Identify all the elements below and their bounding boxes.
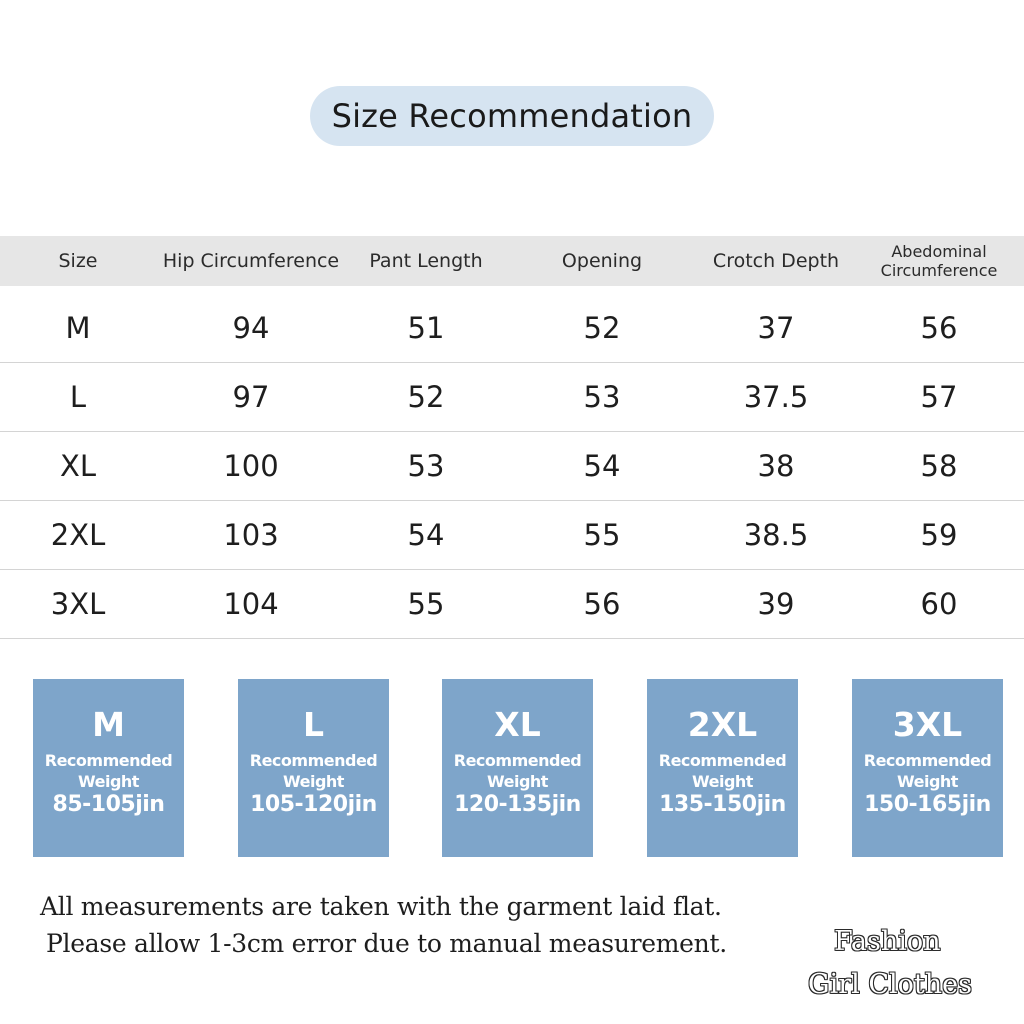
- card-weight: 135-150jin: [659, 792, 786, 817]
- brand-line-1: Fashion: [834, 926, 941, 957]
- card-size: XL: [494, 705, 541, 744]
- card-weight: 120-135jin: [454, 792, 581, 817]
- cell-crotch-depth: 39: [757, 587, 795, 621]
- header-opening: Opening: [561, 250, 643, 272]
- header-size: Size: [58, 250, 98, 272]
- card-size: 3XL: [892, 705, 963, 744]
- header-abdominal-line1: Abedominal: [891, 242, 987, 261]
- table-row: [0, 570, 1024, 639]
- cell-abdominal: 59: [920, 518, 958, 552]
- card-label: [647, 750, 798, 792]
- cell-pant-length: 52: [407, 380, 445, 414]
- weight-card: [33, 679, 184, 857]
- cell-size: 3XL: [50, 587, 106, 621]
- card-label-line2: Weight: [487, 772, 548, 791]
- cell-size: L: [69, 380, 87, 414]
- weight-card: [852, 679, 1003, 857]
- cell-crotch-depth: 38: [757, 449, 795, 483]
- cell-abdominal: 60: [920, 587, 958, 621]
- cell-size: XL: [59, 449, 97, 483]
- header-abdominal-line2: Circumference: [880, 261, 998, 280]
- card-label: [33, 750, 184, 792]
- card-size: M: [92, 705, 125, 744]
- card-size: 2XL: [687, 705, 758, 744]
- cell-opening: 52: [583, 311, 621, 345]
- table-row: [0, 363, 1024, 432]
- cell-hip: 104: [223, 587, 279, 621]
- cell-pant-length: 51: [407, 311, 445, 345]
- header-crotch-depth: Crotch Depth: [712, 250, 840, 272]
- cell-crotch-depth: 37: [757, 311, 795, 345]
- table-header: [0, 236, 1024, 286]
- cell-opening: 54: [583, 449, 621, 483]
- card-label: [238, 750, 389, 792]
- card-weight: 150-165jin: [864, 792, 991, 817]
- cell-hip: 97: [232, 380, 270, 414]
- cell-crotch-depth: 37.5: [743, 380, 809, 414]
- page-title: Size Recommendation: [310, 86, 714, 146]
- cell-hip: 94: [232, 311, 270, 345]
- weight-card: [647, 679, 798, 857]
- card-label-line1: Recommended: [453, 751, 582, 770]
- card-label-line1: Recommended: [658, 751, 787, 770]
- note-line-1: All measurements are taken with the garment laid flat.: [40, 892, 722, 921]
- table-body: [0, 294, 1024, 639]
- cell-pant-length: 54: [407, 518, 445, 552]
- cell-abdominal: 58: [920, 449, 958, 483]
- card-label-line2: Weight: [897, 772, 958, 791]
- cell-hip: 103: [223, 518, 279, 552]
- header-pant-length: Pant Length: [369, 250, 483, 272]
- header-abdominal-circumference: [854, 242, 1024, 280]
- note-line-2: Please allow 1-3cm error due to manual measurement.: [46, 929, 727, 958]
- table-row: [0, 294, 1024, 363]
- card-weight: 105-120jin: [250, 792, 377, 817]
- card-label-line1: Recommended: [863, 751, 992, 770]
- table-row: [0, 501, 1024, 570]
- table-row: [0, 432, 1024, 501]
- card-label-line1: Recommended: [44, 751, 173, 770]
- cell-size: M: [65, 311, 91, 345]
- cell-abdominal: 57: [920, 380, 958, 414]
- cell-pant-length: 55: [407, 587, 445, 621]
- cell-hip: 100: [223, 449, 279, 483]
- cell-opening: 55: [583, 518, 621, 552]
- card-size: L: [302, 705, 325, 744]
- weight-cards: [33, 679, 1003, 857]
- card-label-line2: Weight: [692, 772, 753, 791]
- cell-size: 2XL: [50, 518, 106, 552]
- card-label-line2: Weight: [283, 772, 344, 791]
- card-label: [852, 750, 1003, 792]
- card-label-line2: Weight: [78, 772, 139, 791]
- card-label-line1: Recommended: [249, 751, 378, 770]
- weight-card: [442, 679, 593, 857]
- cell-abdominal: 56: [920, 311, 958, 345]
- cell-pant-length: 53: [407, 449, 445, 483]
- weight-card: [238, 679, 389, 857]
- size-table: [0, 236, 1024, 639]
- header-hip-circumference: Hip Circumference: [162, 250, 340, 272]
- card-label: [442, 750, 593, 792]
- brand-line-2: Girl Clothes: [808, 969, 972, 1000]
- cell-opening: 56: [583, 587, 621, 621]
- card-weight: 85-105jin: [52, 792, 165, 817]
- cell-opening: 53: [583, 380, 621, 414]
- cell-crotch-depth: 38.5: [743, 518, 809, 552]
